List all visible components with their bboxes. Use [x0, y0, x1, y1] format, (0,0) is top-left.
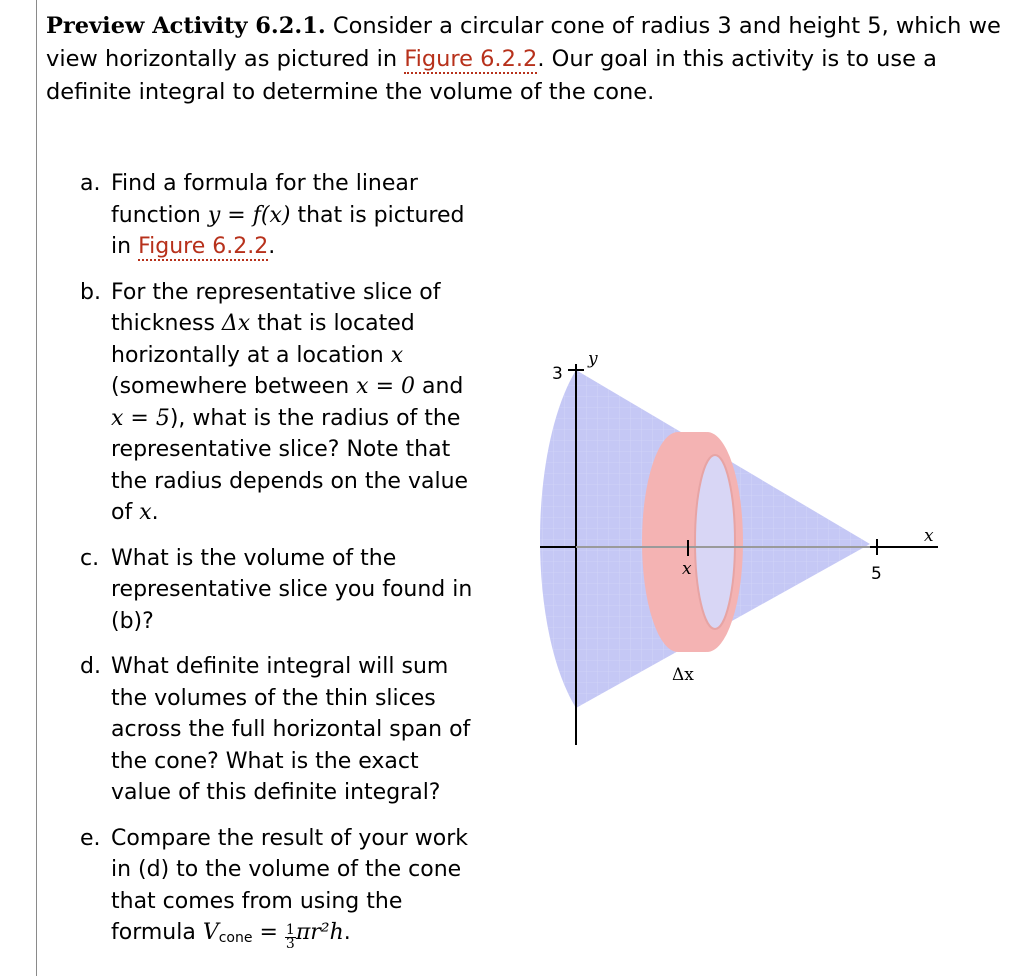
part-e-text-2: .	[343, 920, 351, 945]
x-tick-label: 5	[871, 564, 882, 584]
volume-symbol: V	[202, 920, 219, 945]
part-body	[111, 168, 480, 263]
activity-title: Preview Activity 6.2.1.	[46, 13, 326, 39]
part-label: a.	[80, 171, 101, 196]
part-b-math-4: x = 5	[111, 405, 170, 431]
y-axis-label: y	[588, 349, 598, 369]
part-label: b.	[80, 279, 101, 305]
part-b-text-1: For the representative slice of thickness	[111, 279, 441, 336]
part-e	[80, 823, 480, 955]
part-d	[80, 651, 480, 809]
part-body: What is the volume of the representative slice you found in (b)?	[111, 545, 473, 634]
activity-parts	[80, 168, 480, 955]
fraction-denominator: 3	[285, 936, 295, 952]
part-b-math-3: x = 0	[356, 374, 415, 399]
part-b-text-2: that is located horizontally at a location	[111, 311, 415, 368]
part-b-math-5: x	[139, 500, 152, 525]
cone-figure	[520, 330, 950, 750]
part-b-math-2: x	[390, 342, 404, 368]
part-b-text-3: (somewhere between	[111, 374, 357, 399]
x-axis-label: x	[924, 526, 934, 546]
figure-link-part-a[interactable]: Figure 6.2.2	[138, 234, 269, 259]
y-tick-label: 3	[552, 364, 563, 384]
volume-subscript: cone	[218, 930, 253, 946]
part-label: d.	[80, 654, 101, 679]
cone-formula-rest: πr²h	[295, 920, 344, 945]
part-label: c.	[80, 545, 100, 571]
part-a-text-3: .	[268, 234, 276, 259]
part-a-text-1: Find a formula for the linear function	[111, 171, 418, 228]
intro-text-1: Consider a circular cone of radius 3 and height 5, which we view horizontally as pictured in	[46, 13, 1001, 72]
part-body: What definite integral will sum the volumes of the thin slices across the full horizontal span of the cone? What is the exact value of this definite integral?	[111, 654, 471, 805]
part-a	[80, 168, 480, 263]
part-b-text-6: .	[151, 500, 159, 525]
intro-text-2: . Our goal in this activity is to use a definite integral to determine the volume of the cone.	[46, 46, 937, 105]
part-a-text-2: that is pictured in	[111, 202, 465, 259]
left-margin-rule	[36, 0, 37, 976]
part-b	[80, 277, 480, 529]
part-e-text-1: Compare the result of your work in (d) to the volume of the cone that comes from using the formula	[111, 825, 469, 945]
slice-width-label: Δx	[672, 665, 694, 685]
slice-position-label: x	[682, 559, 692, 579]
fraction-numerator: 1	[285, 922, 295, 938]
part-a-math-1: y = f(x)	[207, 202, 291, 228]
slice-inner-hole	[695, 455, 735, 629]
part-body	[111, 823, 480, 955]
part-label: e.	[80, 825, 101, 851]
one-third-fraction	[285, 924, 296, 951]
part-body	[111, 277, 480, 529]
part-b-text-4: and	[415, 374, 464, 399]
part-c	[80, 543, 480, 638]
part-b-text-5: ), what is the radius of the representative slice? Note that the radius depends on the value of	[111, 405, 469, 525]
figure-link-intro[interactable]: Figure 6.2.2	[404, 46, 538, 72]
equals-sign: =	[252, 920, 285, 945]
part-b-math-1: Δx	[221, 311, 251, 336]
activity-intro	[46, 10, 1006, 109]
